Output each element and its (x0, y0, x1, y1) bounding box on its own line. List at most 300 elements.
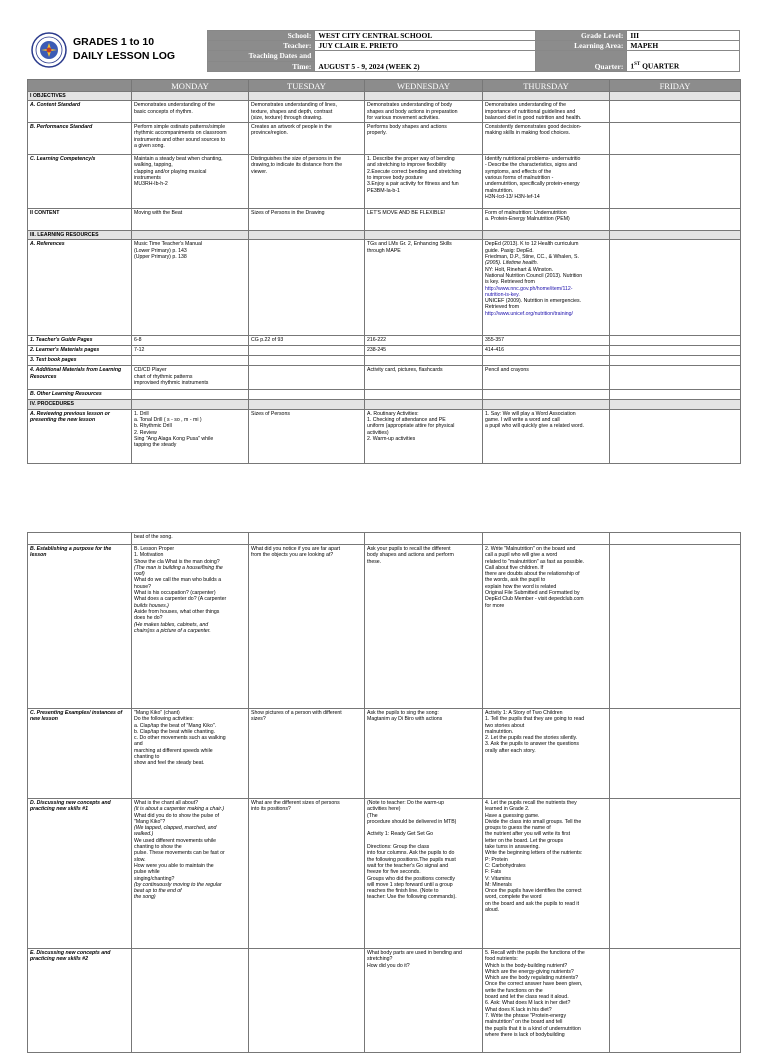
cell-friday (610, 533, 741, 545)
cell-line: Original File Submitted and Formatted by (485, 590, 580, 597)
cell-line: Aside from houses, what other things (134, 608, 220, 615)
cell-line: to improve body posture (367, 175, 423, 182)
cell-line: importance of nutritional guidelines and (485, 108, 576, 115)
cell-wednesday (365, 155, 483, 209)
cell-thursday (483, 545, 610, 709)
cell-line: Ask the pupils to sing the song: (367, 710, 439, 716)
cell-line: Distinguishes the size of persons in the (251, 156, 341, 163)
cell-line: a. Clap/tap the beat of "Mang Kiko". (134, 722, 217, 729)
row-a-references (28, 240, 741, 336)
cell-line: balanced diet in good nutrition and health. (485, 114, 582, 121)
cell-line: Which are the body regulating nutrients? (485, 975, 579, 982)
section-cell-monday (132, 92, 249, 101)
cell-wednesday (365, 390, 483, 400)
cell-line: How did you do it? (367, 962, 410, 969)
cell-line: (We tapped, clapped, marched, and (134, 825, 217, 832)
cell-line: Have a guessing game. (485, 812, 540, 819)
cell-line: What did you do to show the pulse of (134, 812, 220, 819)
cell-line: a given song. (134, 143, 165, 150)
cell-wednesday (365, 356, 483, 366)
day-wednesday: WEDNESDAY (365, 80, 483, 92)
cell-friday (610, 155, 741, 209)
cell-line: call a pupil who will give a word (485, 552, 558, 559)
cell-tuesday (249, 336, 365, 346)
cell-line: sizes? (251, 716, 266, 723)
cell-tuesday (249, 101, 365, 123)
cell-wednesday (365, 409, 483, 463)
cell-line: where there is lack of bodybuilding (485, 1031, 565, 1038)
cell-line: 216-222 (367, 337, 387, 344)
cell-line: Moving with the Beat (134, 210, 183, 217)
cell-line: PE3BM-Ia-b-1 (367, 187, 400, 194)
cell-tuesday (249, 709, 365, 799)
cell-wednesday (365, 799, 483, 949)
cell-line: (It is about a carpenter making a chair.) (134, 806, 225, 813)
cell-line: Directions: Group the class (367, 844, 430, 851)
cell-line: the nutrient after you will write its first (485, 831, 571, 838)
cell-line: making skills in making food choices. (485, 130, 571, 137)
time-label: Time: (207, 61, 315, 71)
cell-line: clapping and/or playing musical (134, 168, 207, 175)
cell-line: Form of malnutrition: Undernutrition (485, 210, 567, 217)
section-cell-wednesday (365, 92, 483, 101)
school-value: WEST CITY CENTRAL SCHOOL (315, 31, 536, 41)
cell-line: on the board and ask the pupils to read it (485, 900, 580, 907)
cell-line: rhythmic accompaniments on classroom (134, 130, 227, 137)
cell-line: A. Routinary Activities: (367, 410, 419, 417)
cell-line: procedure should be delivered in MTB) (367, 818, 457, 825)
cell-line: (2005). Lifetime health. (485, 260, 539, 267)
cell-line: reaches the finish line. (Note to (367, 888, 439, 895)
cell-line: Demonstrates understanding of the (485, 102, 567, 109)
cell-friday (610, 799, 741, 949)
cell-line: wait for the teacher's Go signal and (367, 862, 449, 869)
cell-line: Perform simple ostinato patterns/simple (134, 124, 226, 131)
cell-line: 355-357 (485, 337, 505, 344)
cell-monday (132, 366, 249, 390)
section-cell-thursday (483, 92, 610, 101)
cell-line: b. Clap/tap the beat while chanting. (134, 728, 216, 735)
row-label: 4. Additional Materials from Learning Resources (28, 366, 132, 390)
cell-friday (610, 209, 741, 231)
learning-area-label: Learning Area: (536, 41, 627, 51)
section-label: I OBJECTIVES (28, 92, 132, 101)
cell-line: learned in Grade 2. (485, 806, 530, 813)
cell-line: 7. Write the phrase "Protein-energy (485, 1012, 567, 1019)
cell-line: related to "malnutrition" as fast as possible. (485, 558, 585, 565)
cell-thursday (483, 209, 610, 231)
row-c-presenting-examples-instances-of-new-lesson (28, 709, 741, 799)
cell-line: 4. Let the pupils recall the nutrients they (485, 800, 577, 806)
row-label: 2. Learner's Materials pages (28, 346, 132, 356)
cell-monday (132, 155, 249, 209)
title-line-1: GRADES 1 to 10 (73, 36, 155, 48)
row-1-teacher-s-guide-pages (28, 336, 741, 346)
cell-line: teacher: Use the following commands). (367, 894, 457, 901)
cell-line: (He makes tables, cabinets, and (134, 621, 209, 628)
cell-wednesday (365, 366, 483, 390)
cell-line: a. Tonal Drill ( s - so , m - mi ) (134, 417, 202, 424)
cell-thursday (483, 799, 610, 949)
cell-line: various forms of malnutrition - (485, 175, 554, 182)
cell-line: C: Carbohydrates (485, 862, 526, 869)
day-monday: MONDAY (132, 80, 249, 92)
row-ii-content (28, 209, 741, 231)
cell-line: (The man is building a house/fixing the (134, 564, 223, 571)
cell-friday (610, 346, 741, 356)
cell-line: malnutrition. (485, 187, 514, 194)
cell-line: nutrition-is-key. (485, 291, 520, 298)
row-label (28, 533, 132, 545)
section-cell-wednesday (365, 400, 483, 409)
cell-line: What does K lack in his diet? (485, 1006, 552, 1013)
cell-tuesday (249, 209, 365, 231)
cell-line: DepEd Club Member - visit depedclub.com (485, 596, 584, 603)
cell-line: (size, texture) through drawing. (251, 114, 323, 121)
section-cell-thursday (483, 400, 610, 409)
cell-line: 6-8 (134, 337, 142, 344)
cell-line: chart of rhythmic patterns (134, 373, 193, 380)
header-info-table (207, 30, 740, 72)
cell-friday (610, 409, 741, 463)
cell-line: Demonstrates understanding of lines, (251, 102, 337, 109)
cell-friday (610, 709, 741, 799)
cell-line: improvised rhythmic instruments (134, 380, 209, 387)
day-header-row (28, 80, 741, 92)
cell-thursday (483, 533, 610, 545)
cell-line: for more (485, 602, 505, 609)
cell-line: 2.Execute correct bending and stretching (367, 168, 462, 175)
teacher-label: Teacher: (207, 41, 315, 51)
row-label: B. Performance Standard (28, 123, 132, 155)
cell-line: drawing,to indicate its distance from the (251, 162, 343, 169)
cell-monday (132, 533, 249, 545)
cell-line: (The (367, 812, 378, 819)
cell-line: 3. Ask the pupils to answer the questions (485, 741, 580, 748)
cell-line[interactable]: http://www.unicef.org/nutrition/training/ (485, 310, 573, 317)
cell-friday (610, 101, 741, 123)
cell-line: Once the correct answer have been given, (485, 981, 583, 988)
cell-line: tapping the steady (134, 442, 177, 449)
row-label: B. Other Learning Resources (28, 390, 132, 400)
cell-line: 2. Write "Malnutrition" on the board and (485, 546, 576, 552)
section-row-iv-procedures (28, 400, 741, 409)
day-header-blank (28, 80, 132, 92)
cell-line: Call about five children. If (485, 564, 544, 571)
cell-line: uniform (appropriate attire for physical (367, 423, 455, 430)
cell-thursday (483, 356, 610, 366)
title-line-2: DAILY LESSON LOG (73, 50, 176, 62)
cell-line: roof) (134, 571, 145, 578)
cell-line: 238-245 (367, 347, 387, 354)
row-2-learner-s-materials-pages (28, 346, 741, 356)
cell-monday (132, 409, 249, 463)
cell-line: freeze for five seconds. (367, 869, 421, 876)
cell-tuesday (249, 346, 365, 356)
row-label: 3. Text book pages (28, 356, 132, 366)
cell-thursday (483, 409, 610, 463)
cell-line: - Describe the characteristics, signs and (485, 162, 577, 169)
row-label: B. Establishing a purpose for the lesson (28, 545, 132, 709)
cell-monday (132, 346, 249, 356)
cell-line: Maintain a steady beat when chanting, (134, 156, 223, 163)
cell-line: these. (367, 558, 382, 565)
cell-wednesday (365, 709, 483, 799)
row-label: D. Discussing new concepts and practicing new skills #1 (28, 799, 132, 949)
cell-line: Creates an artwork of people in the (251, 124, 332, 131)
cell-line: province/region. (251, 130, 288, 137)
section-cell-thursday (483, 231, 610, 240)
row-c-learning-competency-s (28, 155, 741, 209)
cell-line: a. Protein-Energy Malnutrition (PEM) (485, 216, 570, 223)
cell-thursday (483, 949, 610, 1053)
row-label: C. Presenting Examples/ instances of new lesson (28, 709, 132, 799)
row-b-establishing-a-purpose-for-the-lesson (28, 545, 741, 709)
cell-line: and stretching to improve flexibility (367, 162, 447, 169)
cell-line: explain how the word is related (485, 583, 557, 590)
cell-tuesday (249, 366, 365, 390)
deped-seal-icon (31, 32, 67, 68)
cell-line: undernutrition, specifically protein-energy (485, 181, 580, 188)
cell-line: and (134, 741, 143, 748)
cell-line: Music Time Teacher's Manual (134, 241, 203, 248)
row-label: A. Reviewing previous lesson or presenting the new lesson (28, 409, 132, 463)
cell-line: Ask your pupils to recall the different (367, 546, 451, 552)
row-a-reviewing-previous-lesson-or-presenting-the-new-lesson (28, 409, 741, 463)
cell-wednesday (365, 346, 483, 356)
cell-friday (610, 390, 741, 400)
cell-line: Magtanim ay Di Biro with actions (367, 716, 443, 723)
cell-line: 2. Let the pupils read the stories silently. (485, 735, 578, 742)
cell-line: the song) (134, 894, 156, 901)
cell-line: the following positions.The pupils must (367, 856, 456, 863)
quarter-suffix: ST (634, 62, 641, 68)
cell-line: Sizes of Persons (251, 410, 290, 417)
cell-line: V: Vitamins (485, 875, 511, 882)
cell-thursday (483, 240, 610, 336)
grade-level-label: Grade Level: (536, 31, 627, 41)
cell-tuesday (249, 390, 365, 400)
cell-line: basic concepts of rhythm. (134, 108, 193, 115)
cell-line: through MAPE (367, 247, 401, 254)
cell-line: chanting to show the (134, 844, 182, 851)
cell-line: 3.Enjoy a pair activity for fitness and fun (367, 181, 459, 188)
cell-line: beat of the song. (134, 534, 173, 540)
cell-line: We used different movements while (134, 837, 216, 844)
dll-header (27, 30, 740, 71)
cell-thursday (483, 709, 610, 799)
cell-line: walked.) (134, 831, 154, 838)
cell-line: Performs body shapes and actions (367, 124, 447, 131)
learning-area-value: MAPEH (627, 41, 740, 51)
cell-line: viewer. (251, 168, 268, 175)
cell-line: chairs)ss a picture of a carpenter. (134, 627, 211, 634)
cell-line: Which are the energy-giving nutrients? (485, 968, 574, 975)
cell-line: "Mang Kiko"? (134, 818, 166, 825)
cell-line: a pupil who will quickly give a related word. (485, 423, 584, 430)
section-cell-tuesday (249, 92, 365, 101)
cell-tuesday (249, 155, 365, 209)
teacher-value: JUY CLAIR E. PRIETO (315, 41, 536, 51)
cell-line: Pencil and crayons (485, 367, 529, 374)
cell-line: (Upper Primary) p. 138 (134, 254, 187, 261)
cell-monday (132, 123, 249, 155)
cell-line: (by continuously moving to the regular (134, 881, 222, 888)
cell-line: aloud. (485, 907, 500, 914)
cell-line: into four columns. Ask the pupils to do (367, 850, 455, 857)
cell-line: CG p.22 of 93 (251, 337, 284, 344)
cell-line: 1. Describe the proper way of bending (367, 156, 455, 163)
cell-line: stretching? (367, 956, 393, 963)
dll-table-page-2 (27, 532, 741, 1053)
cell-line: show and feel the steady beat. (134, 760, 205, 767)
cell-line: Once the pupils have identifies the correct (485, 888, 582, 895)
cell-monday (132, 356, 249, 366)
cell-line: chanting to (134, 754, 160, 761)
cell-friday (610, 949, 741, 1053)
cell-line: instruments and other sound sources to (134, 136, 226, 143)
cell-line: What body parts are used in bending and (367, 950, 462, 956)
cell-line: food nutrients: (485, 956, 518, 963)
cell-line: UNICEF (2009). Nutrition in emergencies. (485, 298, 582, 305)
cell-line: letter on the board. Let the groups (485, 837, 564, 844)
cell-line: builds houses.) (134, 602, 169, 609)
row-b-performance-standard (28, 123, 741, 155)
cell-line: write the functions on the (485, 987, 543, 994)
section-cell-monday (132, 400, 249, 409)
cell-monday (132, 949, 249, 1053)
cell-monday (132, 209, 249, 231)
cell-tuesday (249, 545, 365, 709)
cell-line: malnutrition" on the board and tell (485, 1019, 563, 1026)
cell-line[interactable]: http://www.nnc.gov.ph/home/item/112- (485, 285, 573, 292)
cell-thursday (483, 390, 610, 400)
cell-wednesday (365, 949, 483, 1053)
cell-line: DepEd (2013). K to 12 Health curriculum (485, 241, 579, 248)
cell-tuesday (249, 799, 365, 949)
cell-monday (132, 545, 249, 709)
cell-line: Demonstrates understanding of the (134, 102, 216, 109)
cell-line: F: Fats (485, 869, 502, 876)
cell-line: walking, tapping, (134, 162, 173, 169)
cell-line: 2. Review (134, 429, 157, 436)
cell-line: the words, ask the pupil to (485, 577, 546, 584)
section-row-iii-learning-resources (28, 231, 741, 240)
cell-line: guide. Pasig: DepEd. (485, 247, 534, 254)
row-a-content-standard (28, 101, 741, 123)
cell-line: groups to guess the name of (485, 825, 551, 832)
cell-thursday (483, 123, 610, 155)
day-tuesday: TUESDAY (249, 80, 365, 92)
cell-line: b. Rhythmic Drill (134, 423, 172, 430)
cell-line: TGs and LMs Gr. 2, Enhancing Skills (367, 241, 452, 248)
cell-tuesday (249, 123, 365, 155)
cell-line: Activity 1: Ready Get Set Go (367, 831, 434, 838)
cell-line: activities) (367, 429, 389, 436)
dll-table-page-1 (27, 79, 741, 464)
cell-line: will move 1 step forward until a group (367, 881, 453, 888)
cell-line: What does a carpenter do? (A carpenter (134, 596, 227, 603)
cell-line: What is his occupation? (carpenter) (134, 590, 216, 597)
cell-line: singing/chanting? (134, 875, 175, 882)
cell-monday (132, 390, 249, 400)
cell-line: body shapes and actions and perform (367, 552, 454, 559)
cell-line: is key. Retrieved from (485, 279, 535, 286)
section-cell-monday (132, 231, 249, 240)
cell-line: malnutrition. (485, 728, 514, 735)
cell-line: for various movement activities. (367, 114, 440, 121)
cell-line: 1. Tell the pupils that they are going to read (485, 716, 585, 723)
cell-line: 1. Checking of attendance and PE (367, 417, 446, 424)
cell-wednesday (365, 209, 483, 231)
cell-monday (132, 799, 249, 949)
cell-line: Which is the body-building nutrient? (485, 962, 568, 969)
row-label: E. Discussing new concepts and practicing new skills #2 (28, 949, 132, 1053)
row-b-other-learning-resources (28, 390, 741, 400)
cell-line: What do we call the man who builds a (134, 577, 222, 584)
cell-line: Sizes of Persons in the Drawing (251, 210, 325, 217)
cell-line: Identify nutritional problems- undernutritio (485, 156, 581, 163)
quarter-value (627, 51, 740, 71)
dll-title (73, 30, 207, 71)
section-cell-friday (610, 92, 741, 101)
cell-line: 2. Warm-up activities (367, 435, 416, 442)
row-label: A. Content Standard (28, 101, 132, 123)
quarter-word: QUARTER (640, 61, 680, 71)
cell-wednesday (365, 101, 483, 123)
cell-line: National Nutrition Council (2013). Nutrition (485, 272, 583, 279)
day-thursday: THURSDAY (483, 80, 610, 92)
cell-monday (132, 240, 249, 336)
cell-line: 1. Drill (134, 410, 149, 417)
cell-line: board and let the class read it aloud. (485, 994, 569, 1001)
section-cell-wednesday (365, 231, 483, 240)
cell-thursday (483, 336, 610, 346)
cell-line: texture, shapes and depth, contrast (251, 108, 333, 115)
cell-tuesday (249, 949, 365, 1053)
cell-friday (610, 336, 741, 346)
teaching-dates-label (207, 51, 315, 61)
cell-thursday (483, 155, 610, 209)
cell-line: Groups who did the positions correctly (367, 875, 455, 882)
row-continued (28, 533, 741, 545)
cell-line: pulse while (134, 869, 160, 876)
cell-friday (610, 123, 741, 155)
cell-line: H3N-Icd-13/ H3N-Ief-14 (485, 193, 540, 200)
cell-wednesday (365, 545, 483, 709)
cell-line: 6. Ask: What does M lack in her diet? (485, 1000, 571, 1007)
cell-tuesday (249, 240, 365, 336)
cell-thursday (483, 366, 610, 390)
cell-line: What is the chant all about? (134, 800, 199, 806)
quarter-number: 1 (630, 61, 635, 71)
cell-friday (610, 240, 741, 336)
day-friday: FRIDAY (610, 80, 741, 92)
row-3-text-book-pages (28, 356, 741, 366)
cell-line: What are the different sizes of persons (251, 800, 340, 806)
cell-thursday (483, 346, 610, 356)
cell-wednesday (365, 336, 483, 346)
row-label: II CONTENT (28, 209, 132, 231)
cell-line: Show pictures of a person with different (251, 710, 342, 716)
cell-line: Activity card, pictures, flashcards (367, 367, 443, 374)
cell-line: Friedman, D.P., Stine, CC., & Whalen, S. (485, 254, 579, 261)
cell-line: B. Lesson Proper (134, 546, 175, 552)
cell-line: Retrieved from (485, 304, 520, 311)
cell-wednesday (365, 240, 483, 336)
cell-line: 7-12 (134, 347, 145, 354)
cell-line: house? (134, 583, 152, 590)
